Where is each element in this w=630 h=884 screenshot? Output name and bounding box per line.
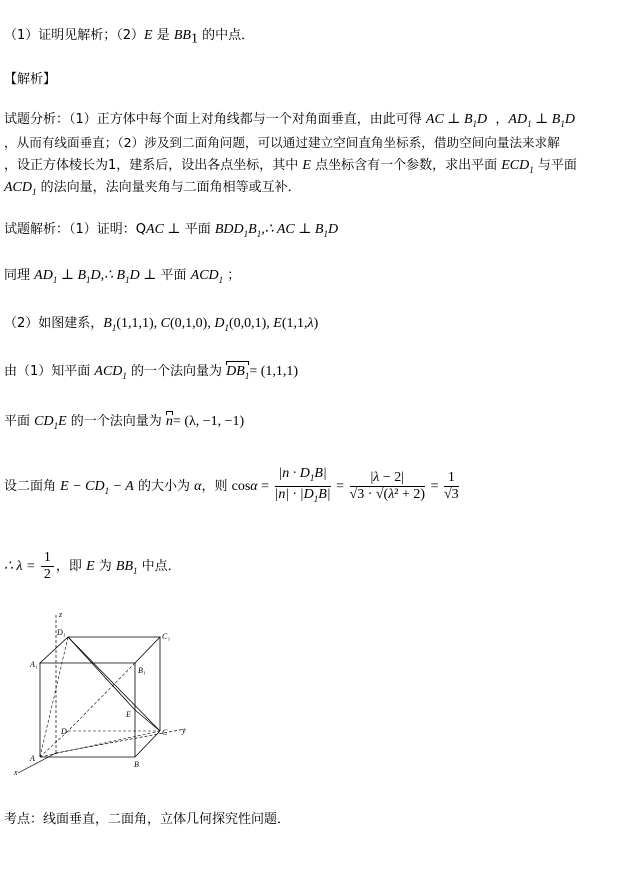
formula-ac-perp-2: AC ⊥: [146, 222, 181, 237]
vector-db1: $DB_1$: [226, 364, 250, 381]
lambda-suffix: 中点．: [137, 559, 181, 574]
coord-d1: (0,0,1),: [228, 316, 274, 331]
analysis-text-1: （1）正方体中每个面上对角线都与一个对角面垂直，由此可得: [69, 112, 426, 127]
answer-text: （1）证明见解析；（2）: [4, 28, 145, 43]
cube-figure: [10, 605, 210, 780]
normal2-prefix: 平面: [4, 414, 35, 429]
diag-d1e: [68, 637, 135, 710]
fraction-result: $\frac{1}{√3}$: [443, 469, 459, 502]
normal2-mid: 的一个法向量为: [66, 414, 166, 429]
label-e: E: [126, 710, 131, 719]
point-e-2: E: [302, 158, 311, 173]
lambda-mid: ，即: [55, 559, 87, 574]
alpha: α: [194, 478, 202, 494]
equals-3: =: [427, 478, 442, 494]
normal1-value: = (1,1,1): [249, 364, 299, 379]
label-d: D: [61, 727, 67, 736]
seg-ec: [135, 710, 160, 731]
formula-ad1-b1d: $AD_1$ ⊥ $B_1D,\therefore$ $B_1D$ ⊥: [34, 268, 157, 285]
label-c1: C₁: [162, 632, 171, 641]
cos-alpha: cos: [231, 478, 251, 494]
angle-prefix: 设二面角: [4, 478, 61, 494]
answer-is: 是: [152, 28, 174, 43]
analysis-text-3b: 点坐标含有一个参数，求出平面: [310, 158, 502, 173]
label-a1: A₁: [30, 660, 38, 669]
analysis-line-1: 试题分析：（1）正方体中每个面上对角线都与一个对角面垂直，由此可得 AC ⊥ $B_1D$ ，$AD_1$ ⊥ $B_1D$: [4, 112, 575, 129]
analysis-line-3: [4, 154, 577, 175]
plane-word: 平面: [180, 222, 215, 237]
coord-e-close: ): [313, 316, 319, 331]
solution-line-1: [4, 218, 338, 239]
plane-acd1: $ACD_1$: [4, 180, 37, 197]
analysis-text-3a: ，设正方体棱长为1，建系后，设出各点坐标，其中: [4, 158, 303, 173]
answer-line: [4, 24, 254, 48]
proof-prefix: （1）证明：Q: [69, 222, 147, 237]
dihedral-angle: $E - CD_1 - A$: [60, 478, 134, 496]
formula-ac-perp: AC ⊥ $B_1D$: [425, 112, 488, 129]
same-suffix: 平面: [156, 268, 191, 283]
label-a: A: [30, 754, 35, 763]
solution-line-5: [4, 410, 244, 431]
equals-2: =: [332, 478, 348, 494]
segment-bb1: BB: [173, 28, 191, 43]
point-e: E: [144, 28, 153, 43]
coord-c-label: C: [160, 316, 171, 331]
top-face: [40, 637, 160, 663]
analysis-heading: 【解析】: [4, 72, 57, 87]
x-axis: [18, 753, 56, 773]
fraction-lambda: $\frac{|\lambda - 2|}{\text{√3 · √(λ² + 2)}}$: [349, 469, 426, 502]
coord-e: (1,1,: [281, 316, 308, 331]
lambda-for: 为: [94, 559, 116, 574]
alpha-2: α: [250, 478, 258, 494]
same-prefix: 同理: [4, 268, 35, 283]
solution-line-4: [4, 360, 298, 381]
analysis-line-4: [4, 176, 301, 197]
segment-bb1-2: $BB_1$: [115, 559, 138, 576]
solution-line-6: [4, 466, 461, 507]
normal2-value: = (λ, −1, −1): [172, 414, 245, 429]
label-d1: D₁: [57, 628, 66, 637]
plane-ecd1: $ECD_1$: [501, 158, 534, 175]
label-b: B: [134, 760, 139, 769]
analysis-line-2: ，从而有线面垂直；（2）涉及到二面角问题，可以通过建立空间直角坐标系，借助空间向量法来求解: [4, 135, 560, 150]
coord-d1-label: $D_1$: [214, 316, 229, 333]
coord-e-lambda: λ: [307, 316, 314, 331]
formula-ad1-perp: $AD_1$ ⊥ $B_1D$: [508, 112, 575, 129]
coord-b1: (1,1,1),: [116, 316, 161, 331]
plane-acd1-3: $ACD_1$: [94, 364, 127, 381]
equals-1: =: [257, 478, 273, 494]
solution-line-7: [4, 550, 181, 583]
edge-bc: [135, 731, 160, 757]
analysis-text-3c: 与平面: [533, 158, 577, 173]
normal1-prefix: 由（1）知平面: [4, 364, 95, 379]
label-x: x: [14, 768, 18, 777]
coord-c: (0,1,0),: [170, 316, 215, 331]
semicolon: ；: [223, 268, 241, 283]
coords-prefix: （2）如图建系，: [4, 316, 104, 331]
kaodian: 考点：线面垂直，二面角，立体几何探究性问题．: [4, 812, 291, 827]
normal1-mid: 的一个法向量为: [126, 364, 227, 379]
fraction-half: $\frac{1}{2}$: [41, 550, 54, 583]
plane-cd1e: $CD_1E$: [34, 414, 67, 431]
point-e-3: E: [86, 559, 95, 574]
diag-ad1: [40, 637, 68, 757]
solution-label: 试题解析：: [4, 222, 70, 237]
fraction-vector: $\frac{|n \cdot D_1B|}{|n| \cdot |D_1B|}$: [274, 466, 331, 504]
label-z: z: [59, 610, 63, 619]
solution-line-3: [4, 312, 318, 333]
analysis-text-4: 的法向量，法向量夹角与二面角相等或互补．: [36, 180, 301, 195]
plane-acd1-2: $ACD_1$: [190, 268, 224, 285]
diag-ac: [40, 731, 160, 757]
label-y: y: [182, 726, 186, 735]
angle-then: ，则: [201, 478, 232, 494]
lambda-prefix: ∴ λ =: [4, 559, 39, 574]
sub: 1: [190, 31, 198, 47]
coord-e-label: E: [273, 316, 282, 331]
label-c: C: [162, 728, 168, 737]
coords-formula: $B_1$: [103, 316, 117, 333]
solution-line-2: [4, 264, 240, 285]
angle-mid: 的大小为: [133, 478, 195, 494]
vector-n: n: [165, 414, 173, 429]
analysis-label: 试题分析：: [4, 112, 70, 127]
plane-bdd1b1: $BDD_1B_1,\therefore$ AC ⊥ $B_1D$: [214, 222, 339, 239]
label-b1: B₁: [138, 666, 146, 675]
answer-tail: 的中点．: [197, 28, 255, 43]
